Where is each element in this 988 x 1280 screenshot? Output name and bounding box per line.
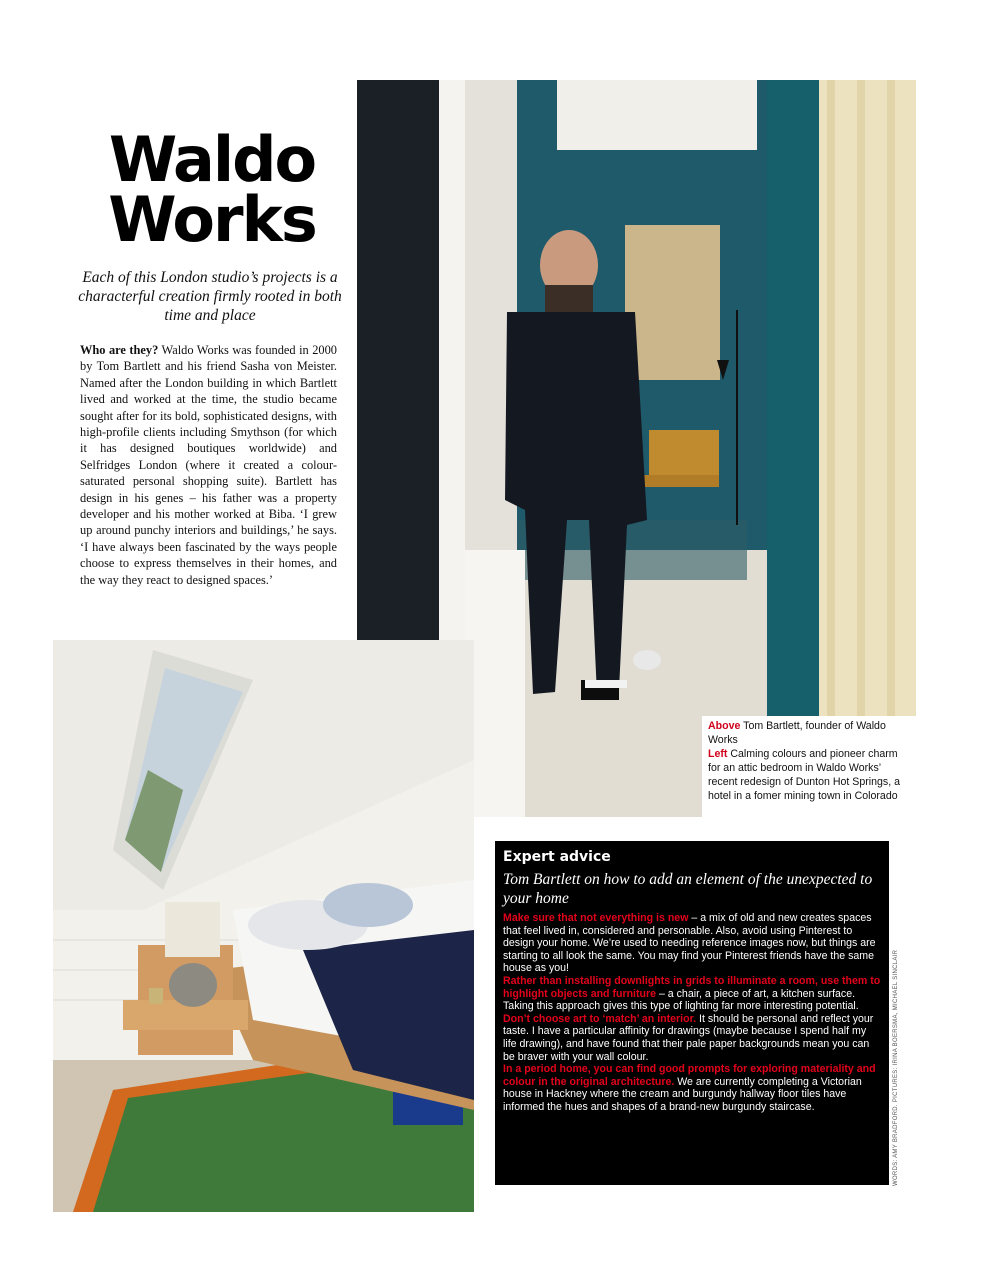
advice-tip-lead: In a period home, you can find good prompts for exploring materiality and colour in the original architecture.: [503, 1063, 876, 1088]
bedroom-photo: [53, 640, 474, 1212]
advice-tip: [503, 912, 881, 975]
photo-caption: [702, 716, 916, 817]
advice-title: Expert advice: [503, 849, 611, 865]
bedroom-illustration: [53, 640, 474, 1212]
standfirst: Each of this London studio’s projects is a characterful creation firmly rooted in both time and place: [78, 269, 342, 324]
caption-above-lead: Above: [708, 720, 741, 732]
advice-tip: [503, 975, 881, 1013]
advice-tip-lead: Make sure that not everything is new: [503, 912, 689, 924]
advice-tip-lead: Don’t choose art to ‘match’ an interior.: [503, 1012, 697, 1025]
photo-credits: WORDS: AMY BRADFORD. PICTURES: IRINA BOERSMA, MICHAEL SINCLAIR: [893, 949, 899, 1186]
advice-tip-text: – a mix of old and new creates spaces that feel lived in, considered and personable. Also, avoid using Pinterest to design your home. We’re used to needing reference images now, but things are starting to all look the same. You may find your Pinterest friends have the same house as you!: [503, 912, 876, 975]
caption-left-lead: Left: [708, 748, 728, 760]
advice-tip-text: We are currently completing a Victorian house in Hackney where the cream and burgundy hallway floor tiles have informed the hues and shapes of a brand-new burgundy staircase.: [503, 1075, 862, 1113]
headline: [84, 123, 340, 256]
advice-body: [503, 912, 881, 1114]
headline-line-2: Works: [108, 183, 316, 256]
advice-tip: [503, 1063, 881, 1113]
advice-tip-text: – a chair, a piece of art, a kitchen surface. Taking this approach gives this type of lighting far more interesting potential.: [503, 987, 859, 1013]
advice-tip: [503, 1013, 881, 1063]
caption-above-text: Tom Bartlett, founder of Waldo Works: [708, 720, 886, 746]
advice-subtitle: Tom Bartlett on how to add an element of the unexpected to your home: [503, 871, 873, 907]
expert-advice-box: [495, 841, 889, 1185]
advice-tip-lead: Rather than installing downlights in grids to illuminate a room, use them to highlight objects and furniture: [503, 974, 881, 1000]
body-copy: Waldo Works was founded in 2000 by Tom Bartlett and his friend Sasha von Meister. Named after the London building in which Bartlett lived and worked at the time, the studio became sought after for its bold, sophisticated designs, with high-profile clients including Smythson (for which it has designed boutiques worldwide) and Selfridges London (where it created a colour-saturated personal shopping suite). Bartlett has design in his genes – his father was a property developer and his mother worked at Biba. ‘I grew up around punchy interiors and buildings,’ he says. ‘I have always been fascinated by the ways people choose to express themselves in their homes, and the way they react to designed spaces.’: [80, 343, 337, 587]
advice-tip-text: It should be personal and reflect your taste. I have a particular affinity for drawings (maybe because I spend half my life drawing), and have found that their pale paper backgrounds mean you can be braver with your wall colour.: [503, 1012, 874, 1063]
headline-line-1: Waldo: [108, 123, 316, 196]
body-text: [80, 342, 337, 588]
body-lead: Who are they?: [80, 343, 159, 357]
caption-left-text: Calming colours and pioneer charm for an attic bedroom in Waldo Works’ recent redesign of Dunton Hot Springs, a hotel in a fomer mining town in Colorado: [708, 748, 900, 802]
